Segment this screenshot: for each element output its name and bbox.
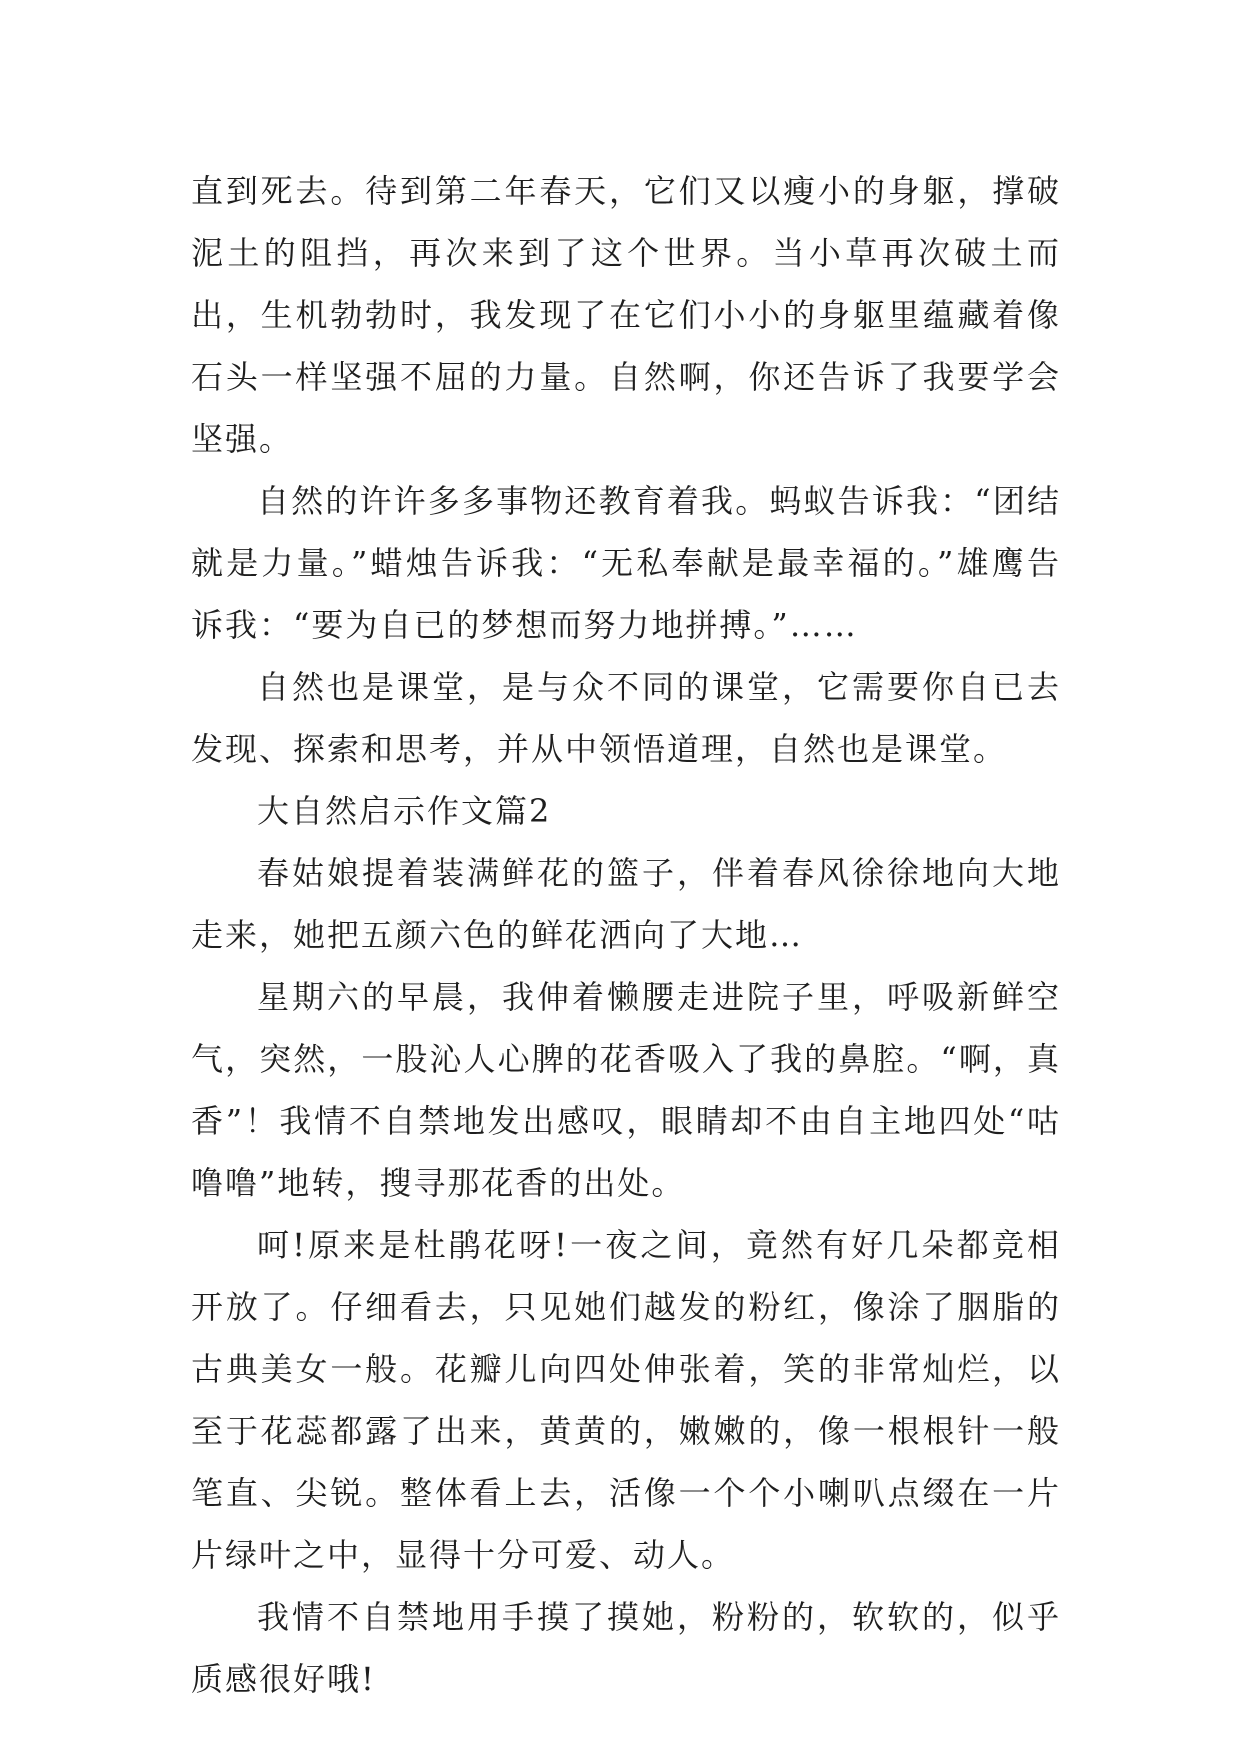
- paragraph: 呵!原来是杜鹃花呀!一夜之间，竟然有好几朵都竞相开放了。仔细看去，只见她们越发的粉红，像涂了胭脂的古典美女一般。花瓣儿向四处伸张着，笑的非常灿烂，以至于花蕊都露了出来，黄黄的，嫩嫩的，像一根根针一般笔直、尖锐。整体看上去，活像一个个小喇叭点缀在一片片绿叶之中，显得十分可爱、动人。: [191, 1226, 1061, 1574]
- paragraph: 我情不自禁地用手摸了摸她，粉粉的，软软的，似乎质感很好哦!: [191, 1598, 1061, 1698]
- document-body: [191, 160, 1061, 1710]
- paragraph-continued: 直到死去。待到第二年春天，它们又以瘦小的身躯，撑破泥土的阻挡，再次来到了这个世界。当小草再次破土而出，生机勃勃时，我发现了在它们小小的身躯里蕴藏着像石头一样坚强不屈的力量。自然啊，你还告诉了我要学会坚强。: [191, 172, 1061, 458]
- paragraph: 春姑娘提着装满鲜花的篮子，伴着春风徐徐地向大地走来，她把五颜六色的鲜花洒向了大地…: [191, 854, 1061, 954]
- section-heading: 大自然启示作文篇2: [257, 792, 552, 830]
- paragraph: 星期六的早晨，我伸着懒腰走进院子里，呼吸新鲜空气，突然，一股沁人心脾的花香吸入了我的鼻腔。“啊，真香”！我情不自禁地发出感叹，眼睛却不由自主地四处“咕噜噜”地转，搜寻那花香的出处。: [191, 978, 1061, 1202]
- paragraph: 自然的许许多多事物还教育着我。蚂蚁告诉我：“团结就是力量。”蜡烛告诉我：“无私奉献是最幸福的。”雄鹰告诉我：“要为自已的梦想而努力地拼搏。”……: [191, 482, 1061, 644]
- paragraph: 自然也是课堂，是与众不同的课堂，它需要你自已去发现、探索和思考，并从中领悟道理，自然也是课堂。: [191, 668, 1061, 768]
